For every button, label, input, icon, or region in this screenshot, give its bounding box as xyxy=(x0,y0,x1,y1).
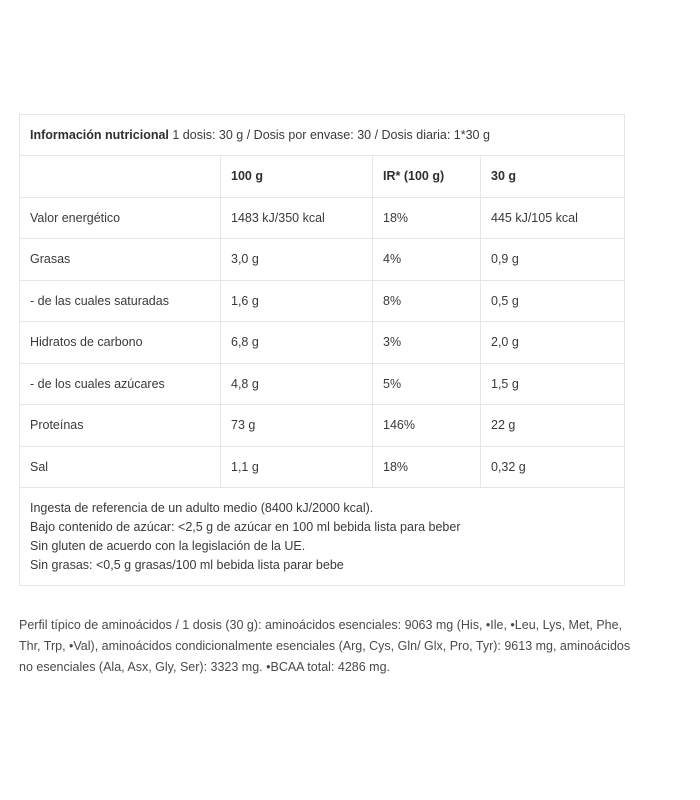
table-caption xyxy=(20,115,625,156)
nutrient-name: Proteínas xyxy=(20,405,221,447)
table-notes-row xyxy=(20,488,625,586)
value-100g: 3,0 g xyxy=(221,239,373,281)
value-ir: 3% xyxy=(373,322,481,364)
value-30g: 2,0 g xyxy=(481,322,625,364)
note-fat-free: Sin grasas: <0,5 g grasas/100 ml bebida lista parar bebe xyxy=(30,557,344,572)
value-100g: 4,8 g xyxy=(221,363,373,405)
table-notes xyxy=(20,488,625,586)
nutrient-name: Valor energético xyxy=(20,197,221,239)
value-30g: 22 g xyxy=(481,405,625,447)
value-ir: 146% xyxy=(373,405,481,447)
table-caption-row xyxy=(20,115,625,156)
header-cell-nutrient xyxy=(20,156,221,198)
value-100g: 6,8 g xyxy=(221,322,373,364)
value-30g: 0,5 g xyxy=(481,280,625,322)
nutrient-name: - de los cuales azúcares xyxy=(20,363,221,405)
table-header-row xyxy=(20,156,625,198)
value-100g: 1,1 g xyxy=(221,446,373,488)
value-ir: 4% xyxy=(373,239,481,281)
table-row xyxy=(20,239,625,281)
header-cell-100g: 100 g xyxy=(221,156,373,198)
value-ir: 8% xyxy=(373,280,481,322)
value-ir: 18% xyxy=(373,197,481,239)
nutrient-name: - de las cuales saturadas xyxy=(20,280,221,322)
amino-acid-profile: Perfil típico de aminoácidos / 1 dosis (30 g): aminoácidos esenciales: 9063 mg (His, •Ile, •Leu, Lys, Met, Phe, Thr, Trp, •Val), aminoácidos condicionalmente esenciales (Arg, Cys, Gln/ Glx, Pro, Tyr): 9613 mg, aminoácidos no esenciales (Ala, Asx, Gly, Ser): 3323 mg. •BCAA total: 4286 mg. xyxy=(19,618,631,674)
caption-text: 1 dosis: 30 g / Dosis por envase: 30 / Dosis diaria: 1*30 g xyxy=(168,128,490,142)
header-cell-ir: IR* (100 g) xyxy=(373,156,481,198)
table-row xyxy=(20,197,625,239)
table-row xyxy=(20,405,625,447)
note-gluten-free: Sin gluten de acuerdo con la legislación de la UE. xyxy=(30,538,306,553)
value-ir: 5% xyxy=(373,363,481,405)
value-30g: 0,32 g xyxy=(481,446,625,488)
value-30g: 0,9 g xyxy=(481,239,625,281)
nutrition-table xyxy=(19,114,625,586)
header-cell-30g: 30 g xyxy=(481,156,625,198)
note-low-sugar: Bajo contenido de azúcar: <2,5 g de azúcar en 100 ml bebida lista para beber xyxy=(30,519,461,534)
table-row xyxy=(20,280,625,322)
table-row xyxy=(20,446,625,488)
table-row xyxy=(20,322,625,364)
value-100g: 1,6 g xyxy=(221,280,373,322)
caption-label: Información nutricional xyxy=(30,128,169,142)
nutrient-name: Grasas xyxy=(20,239,221,281)
table-row xyxy=(20,363,625,405)
value-ir: 18% xyxy=(373,446,481,488)
value-30g: 445 kJ/105 kcal xyxy=(481,197,625,239)
value-30g: 1,5 g xyxy=(481,363,625,405)
value-100g: 1483 kJ/350 kcal xyxy=(221,197,373,239)
nutrient-name: Hidratos de carbono xyxy=(20,322,221,364)
nutrient-name: Sal xyxy=(20,446,221,488)
value-100g: 73 g xyxy=(221,405,373,447)
note-reference-intake: Ingesta de referencia de un adulto medio (8400 kJ/2000 kcal). xyxy=(30,500,374,515)
